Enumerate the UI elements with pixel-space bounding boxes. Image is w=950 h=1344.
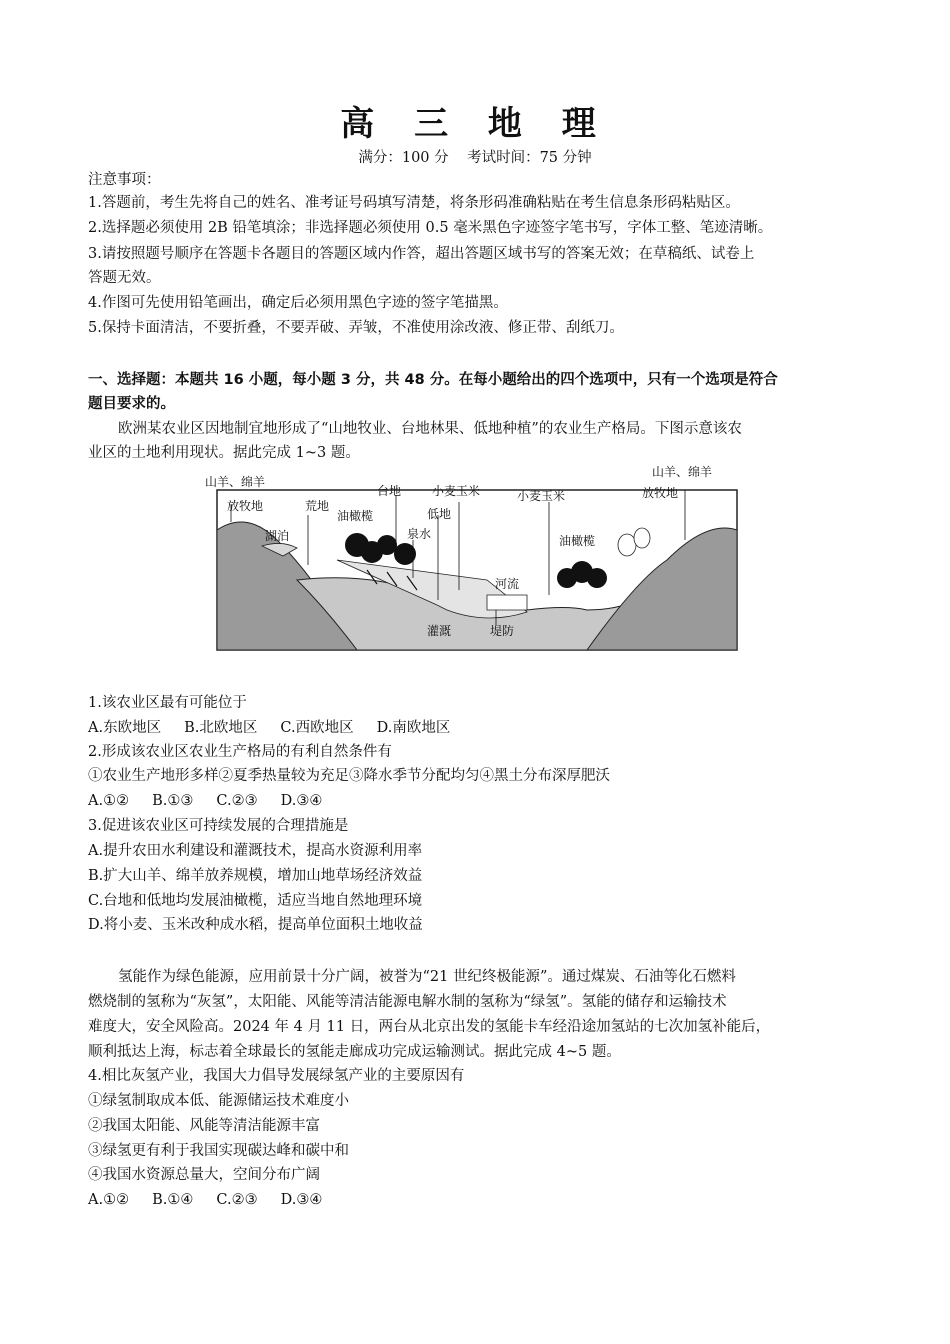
passage-text: 难度大，安全风险高。2024 年 4 月 11 日，两台从北京出发的氢能卡车经沿途加氢站的七次加氢补能后， <box>88 1019 771 1035</box>
label-wheat-corn-2: 小麦玉米 <box>517 489 566 503</box>
note-item: 2.选择题必须使用 2B 铅笔填涂；非选择题必须使用 0.5 毫米黑色字迹签字笔书写，字体工整、笔迹清晰。 <box>88 220 773 236</box>
section-heading-cont: 题目要求的。 <box>88 396 175 412</box>
label-sheep-right: 山羊、绵羊 <box>652 465 713 479</box>
label-pasture-left: 放牧地 <box>227 499 264 513</box>
passage-text: 业区的土地利用现状。据此完成 1~3 题。 <box>88 445 360 461</box>
question-4-item: ①绿氢制取成本低、能源储运技术难度小 <box>88 1093 349 1109</box>
label-wheat-corn-1: 小麦玉米 <box>432 484 481 498</box>
question-4-item: ②我国太阳能、风能等清洁能源丰富 <box>88 1118 320 1134</box>
question-1-options: A.东欧地区 B.北欧地区 C.西欧地区 D.南欧地区 <box>88 720 451 736</box>
label-sheep-left: 山羊、绵羊 <box>205 475 266 489</box>
question-3-option-d: D.将小麦、玉米改种成水稻，提高单位面积土地收益 <box>88 917 423 933</box>
label-pasture-right: 放牧地 <box>642 486 679 500</box>
question-4: 4.相比灰氢产业，我国大力倡导发展绿氢产业的主要原因有 <box>88 1068 465 1084</box>
question-1: 1.该农业区最有可能位于 <box>88 695 247 711</box>
passage-text: 燃烧制的氢称为“灰氢”，太阳能、风能等清洁能源电解水制的氢称为“绿氢”。氢能的储存和运输技术 <box>88 994 727 1010</box>
label-olive-right: 油橄榄 <box>559 534 596 548</box>
note-item: 4.作图可先使用铅笔画出，确定后必须用黑色字迹的签字笔描黑。 <box>88 295 508 311</box>
note-item: 3.请按照题号顺序在答题卡各题目的答题区域内作答，超出答题区域书写的答案无效；在草稿纸、试卷上 <box>88 246 755 262</box>
page-title: 高 三 地 理 <box>340 104 610 144</box>
note-item: 5.保持卡面清洁，不要折叠，不要弄破、弄皱，不准使用涂改液、修正带、刮纸刀。 <box>88 320 624 336</box>
notes-heading: 注意事项： <box>88 172 161 188</box>
question-2-items: ①农业生产地形多样②夏季热量较为充足③降水季节分配均匀④黑土分布深厚肥沃 <box>88 768 610 784</box>
label-irrigation: 灌溉 <box>427 624 452 638</box>
question-4-item: ③绿氢更有利于我国实现碳达峰和碳中和 <box>88 1143 349 1159</box>
question-3: 3.促进该农业区可持续发展的合理措施是 <box>88 818 349 834</box>
question-3-option-b: B.扩大山羊、绵羊放养规模，增加山地草场经济效益 <box>88 868 423 884</box>
note-item: 1.答题前，考生先将自己的姓名、准考证号码填写清楚，将条形码准确粘贴在考生信息条形码粘贴区。 <box>88 195 740 211</box>
question-2: 2.形成该农业区农业生产格局的有利自然条件有 <box>88 744 392 760</box>
question-3-option-a: A.提升农田水利建设和灌溉技术，提高水资源利用率 <box>88 843 423 859</box>
section-heading: 一、选择题：本题共 16 小题，每小题 3 分，共 48 分。在每小题给出的四个选项中，只有一个选项是符合 <box>88 372 778 388</box>
question-3-option-c: C.台地和低地均发展油橄榄，适应当地自然地理环境 <box>88 893 423 909</box>
label-spring: 泉水 <box>407 527 432 541</box>
label-lake: 湖泊 <box>265 529 290 543</box>
question-2-options: A.①② B.①③ C.②③ D.③④ <box>88 793 323 809</box>
label-wasteland: 荒地 <box>305 499 330 513</box>
land-use-diagram <box>187 460 747 660</box>
label-terrace: 台地 <box>377 484 402 498</box>
passage-text: 欧洲某农业区因地制宜地形成了“山地牧业、台地林果、低地种植”的农业生产格局。下图示意该农 <box>118 421 742 437</box>
label-olive-left: 油橄榄 <box>337 509 374 523</box>
exam-info: 满分：100 分 考试时间：75 分钟 <box>358 150 592 166</box>
label-river: 河流 <box>495 577 520 591</box>
note-item: 答题无效。 <box>88 270 161 286</box>
passage-text: 顺利抵达上海，标志着全球最长的氢能走廊成功完成运输测试。据此完成 4~5 题。 <box>88 1044 621 1060</box>
question-4-options: A.①② B.①④ C.②③ D.③④ <box>88 1192 323 1208</box>
passage-text: 氢能作为绿色能源，应用前景十分广阔，被誉为“21 世纪终极能源”。通过煤炭、石油等化石燃料 <box>118 969 736 985</box>
label-levee: 堤防 <box>490 624 515 638</box>
label-lowland: 低地 <box>427 507 452 521</box>
question-4-item: ④我国水资源总量大，空间分布广阔 <box>88 1167 320 1183</box>
